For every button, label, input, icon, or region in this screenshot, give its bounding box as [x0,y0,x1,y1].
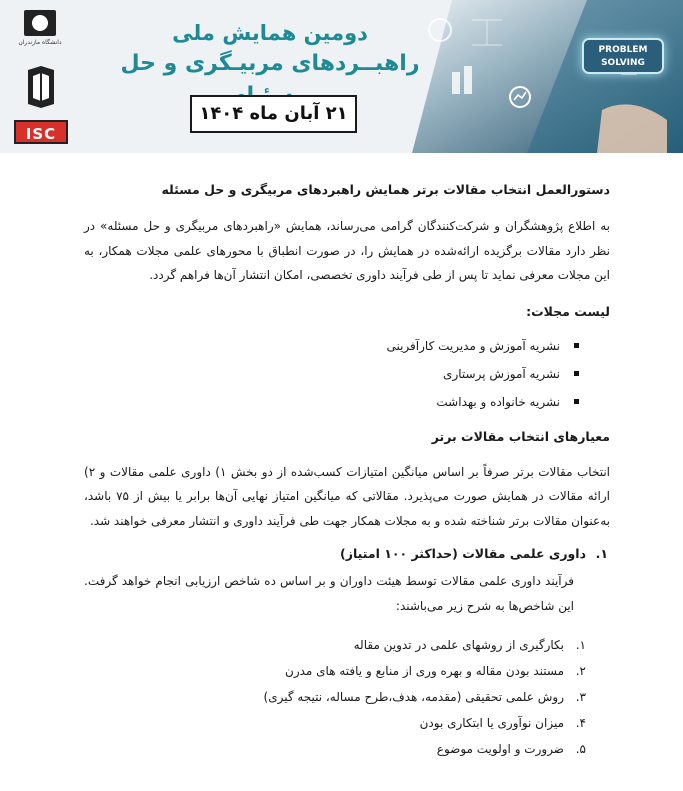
judging-paragraph: فرآیند داوری علمی مقالات توسط هیئت داوران و بر اساس ده شاخص ارزیابی انجام خواهد گرفت. این شاخص‌ها به شرح زیر می‌باشند: [84,574,574,613]
judging-number: ۱. [595,546,608,561]
isc-logo: ISC [14,120,68,144]
journal-list [84,332,610,416]
list-item [84,632,586,658]
university-logo [18,10,62,50]
item-number: ۳. [575,690,586,704]
item-number: ۱. [575,638,586,652]
book-logo-icon [24,64,58,110]
criteria-paragraph: انتخاب مقالات برتر صرفاً بر اساس میانگین امتیازات کسب‌شده از دو بخش ۱) داوری علمی مقالات و ۲) ارائه مقالات در همایش صورت می‌پذیرد. مقالاتی که میانگین امتیاز نهایی آن‌ها برابر یا بیش از ۷۵ باشد، به‌عنوان مقالات برتر شناخته شده و به مجلات همکار جهت طی فرآیند داوری و انتشار معرفی خواهند شد. [84,464,610,528]
list-item [84,332,560,360]
judging-title [84,544,608,564]
judging-criteria-list [84,632,586,762]
judging-section [84,544,610,762]
bullet-square-icon [574,399,579,404]
list-item [84,736,586,762]
intro-paragraph: به اطلاع پژوهشگران و شرکت‌کنندگان گرامی می‌رساند، همایش «راهبردهای مربیگری و حل مسئله» در نظر دارد مقالات برگزیده ارائه‌شده در همایش را، در صورت انطباق با محورهای علمی مجلات همکار، به این مجلات معرفی نماید تا پس از طی فرآیند داوری تخصصی، امکان انتشار آن‌ها فراهم گردد. [84,219,610,282]
document-body [84,170,610,762]
conference-banner [0,0,683,153]
journal-name: نشریه آموزش پرستاری [443,366,560,381]
item-number: ۴. [575,716,586,730]
bullet-square-icon [574,343,579,348]
problem-solving-badge [582,38,664,74]
journals-heading: لیست مجلات: [526,303,610,319]
journal-name: نشریه آموزش و مدیریت کارآفرینی [386,338,560,353]
list-item [84,360,560,388]
university-caption: دانشگاه مازندران [18,39,62,46]
problem-solving-line1: PROBLEM [598,45,648,55]
bullet-square-icon [574,371,579,376]
item-number: ۲. [575,664,586,678]
university-emblem-icon [24,10,56,36]
list-item [84,710,586,736]
list-item [84,388,560,416]
conference-title-line1: دومین همایش ملی [172,21,368,45]
criteria-heading: معیارهای انتخاب مقالات برتر [431,428,610,444]
criterion-text: بکارگیری از روشهای علمی در تدوین مقاله [353,638,564,652]
logo-column [12,6,72,146]
judging-title-text: داوری علمی مقالات (حداکثر ۱۰۰ امتیاز) [340,546,586,561]
journal-name: نشریه خانواده و بهداشت [436,394,560,409]
document-title: دستورالعمل انتخاب مقالات برتر همایش راهبردهای مربیگری و حل مسئله [161,182,610,197]
criterion-text: ضرورت و اولویت موضوع [436,742,564,756]
criterion-text: میزان نوآوری یا ابتکاری بودن [419,716,564,730]
item-number: ۵. [575,742,586,756]
criterion-text: روش علمی تحقیقی (مقدمه، هدف،طرح مساله، نتیجه گیری) [263,690,564,704]
conference-title-line2: راهبــردهای مربیـگری و حل [120,51,420,76]
conference-date: ۲۱ آبان ماه ۱۴۰۴ [190,95,357,133]
list-item [84,658,586,684]
criterion-text: مستند بودن مقاله و بهره وری از منابع و یافته های مدرن [285,664,564,678]
problem-solving-line2: SOLVING [601,58,645,68]
list-item [84,684,586,710]
